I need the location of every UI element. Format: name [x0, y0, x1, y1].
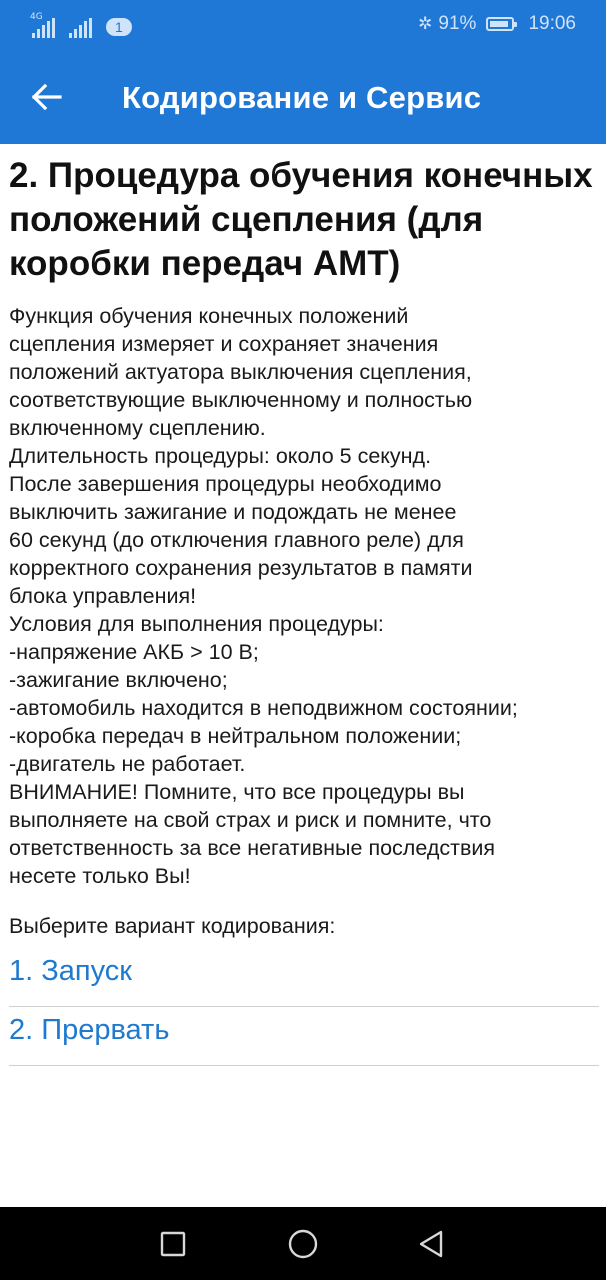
- signal-strength-icon-sim2: [69, 18, 92, 38]
- triangle-back-icon: [416, 1229, 446, 1259]
- description-line: Длительность процедуры: около 5 секунд.: [9, 444, 432, 468]
- main-content: [9, 144, 599, 1066]
- circle-home-icon: [287, 1228, 319, 1260]
- bluetooth-icon: ✲: [418, 14, 433, 34]
- description-line: -напряжение АКБ > 10 В;: [9, 640, 259, 664]
- description-line: соответствующие выключенному и полностью: [9, 388, 473, 412]
- description-line: -зажигание включено;: [9, 668, 228, 692]
- back-button[interactable]: [24, 74, 70, 120]
- square-recents-icon: [160, 1231, 186, 1257]
- recents-button[interactable]: [156, 1227, 190, 1261]
- description-line: -двигатель не работает.: [9, 752, 246, 776]
- option-abort[interactable]: 2. Прервать: [9, 1007, 599, 1066]
- description-line: ответственность за все негативные последствия: [9, 836, 496, 860]
- description-line: 60 секунд (до отключения главного реле) для: [9, 528, 464, 552]
- status-bar: [0, 0, 606, 52]
- description-line: ВНИМАНИЕ! Помните, что все процедуры вы: [9, 780, 465, 804]
- option-start[interactable]: 1. Запуск: [9, 948, 599, 1007]
- arrow-left-icon: [32, 84, 62, 110]
- status-right: [418, 13, 576, 35]
- description-line: После завершения процедуры необходимо: [9, 472, 442, 496]
- description-line: выполняете на свой страх и риск и помните, что: [9, 808, 492, 832]
- clock: 19:06: [528, 13, 576, 34]
- procedure-description: [9, 302, 599, 890]
- description-line: выключить зажигание и подождать не менее: [9, 500, 457, 524]
- description-line: блока управления!: [9, 584, 197, 608]
- description-line: положений актуатора выключения сцепления,: [9, 360, 472, 384]
- app-title: Кодирование и Сервис: [122, 80, 482, 115]
- sim-badge: 1: [106, 18, 132, 36]
- battery-percent: 91%: [438, 13, 477, 34]
- description-line: -автомобиль находится в неподвижном состоянии;: [9, 696, 518, 720]
- coding-prompt: Выберите вариант кодирования:: [9, 914, 336, 938]
- description-line: Функция обучения конечных положений: [9, 304, 409, 328]
- nav-back-button[interactable]: [414, 1227, 448, 1261]
- coding-options-list: [9, 948, 599, 1066]
- battery-icon: [486, 17, 514, 31]
- navigation-bar: [0, 1207, 606, 1280]
- status-left: [32, 12, 132, 38]
- description-line: включенному сцеплению.: [9, 416, 266, 440]
- description-line: несете только Вы!: [9, 864, 191, 888]
- description-line: Условия для выполнения процедуры:: [9, 612, 384, 636]
- app-bar: [0, 52, 606, 144]
- description-line: сцепления измеряет и сохраняет значения: [9, 332, 439, 356]
- description-line: -коробка передач в нейтральном положении;: [9, 724, 462, 748]
- network-type-label: 4G: [30, 12, 43, 22]
- home-button[interactable]: [286, 1227, 320, 1261]
- page-heading: 2. Процедура обучения конечных положений сцепления (для коробки передач AMT): [9, 156, 593, 283]
- signal-strength-icon-sim1: [30, 12, 55, 38]
- description-line: корректного сохранения результатов в памяти: [9, 556, 473, 580]
